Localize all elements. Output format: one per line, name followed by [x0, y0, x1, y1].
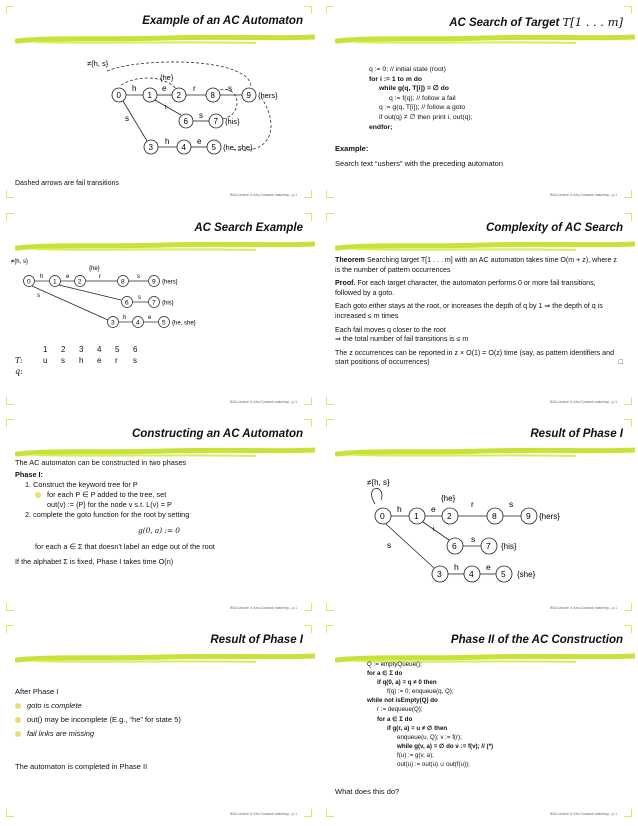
automaton-diagram-small	[11, 254, 241, 334]
slide-title: Result of Phase I	[210, 634, 303, 646]
code-line: endfor;	[369, 123, 393, 131]
phase2-algorithm	[367, 660, 493, 769]
proof-fail: Each fail moves q closer to the root	[335, 325, 446, 334]
svg-text:h: h	[397, 504, 402, 514]
svg-text:s: s	[137, 274, 140, 280]
code-line: q := g(q, T[i]); // follow a goto	[379, 104, 466, 112]
svg-text:8: 8	[492, 511, 497, 521]
completed-note: The automaton is completed in Phase II	[15, 762, 148, 771]
after-phase: After Phase I	[15, 687, 59, 696]
svg-text:h: h	[123, 315, 127, 321]
slide-ac-search	[321, 1, 637, 203]
code-line: f(q) := 0; enqueue(q, Q);	[387, 688, 454, 696]
svg-text:4: 4	[181, 143, 186, 152]
output-hers: {hers}	[258, 91, 278, 100]
slide-footer: BSA Lecture 4: Aho-Corasick matching – p.1	[550, 193, 617, 197]
svg-text:8: 8	[210, 91, 215, 100]
svg-text:e: e	[486, 562, 491, 572]
svg-text:{he}: {he}	[89, 266, 100, 272]
svg-text:e: e	[66, 274, 70, 280]
slide-ac-automaton-example	[1, 1, 317, 203]
proof-goto: Each goto either stays at the root, or increases the depth of q by 1 ⇒ the depth of q is increased ≤ m times	[335, 302, 603, 320]
code-line: if out(q) ≠ ∅ then print i, out(q);	[379, 113, 473, 121]
svg-text:5: 5	[162, 319, 166, 327]
svg-text:7: 7	[486, 541, 491, 551]
slide-result-phase-1-text	[1, 620, 317, 822]
output-she: {she}	[517, 570, 536, 579]
search-trace-table: 1 2 3 4 5 6 T: u s h e r s q:	[15, 345, 138, 376]
alphabet-note: If the alphabet Σ is fixed, Phase I takes time O(n)	[15, 557, 174, 566]
svg-text:1: 1	[414, 511, 419, 521]
code-line: if q(0, a) = q ≠ 0 then	[377, 679, 437, 687]
proof-fail-total: ⇒ the total number of fail transitions is ≤ m	[335, 335, 469, 344]
slide-title: AC Search Example	[194, 222, 303, 234]
code-line: enqueue(u, Q); v := f(r);	[397, 733, 462, 741]
slide-constructing	[1, 414, 317, 616]
slide-footer: BSA Lecture 4: Aho-Corasick matching – p.1	[230, 812, 297, 816]
svg-text:e: e	[148, 315, 152, 321]
svg-text:h: h	[454, 562, 459, 572]
svg-text:h: h	[40, 274, 44, 280]
root-output-label: ≠{h, s}	[87, 59, 109, 68]
proof-report: The z occurrences can be reported in z × O(1) = O(z) time (say, as pattern identifiers and start positions of occurrences)	[335, 348, 615, 367]
code-line: out(u) := out(u) ∪ out(f(u));	[397, 761, 470, 769]
slide-title: Result of Phase I	[530, 428, 623, 440]
svg-text:9: 9	[246, 91, 251, 100]
slide-title: Phase II of the AC Construction	[450, 634, 623, 646]
output-his: {his}	[501, 542, 517, 551]
svg-text:h: h	[165, 137, 170, 146]
slide-footer: BSA Lecture 4: Aho-Corasick matching – p.1	[230, 400, 297, 404]
svg-text:9: 9	[152, 278, 156, 286]
svg-text:4: 4	[136, 319, 140, 327]
code-line: while g(v, a) = ∅ do v := f(v); // (*)	[397, 742, 494, 750]
sub-1b: out(v) := {P} for the node v s.t. L(v) = P	[47, 500, 172, 509]
svg-text:3: 3	[437, 569, 442, 579]
svg-text:0: 0	[380, 511, 385, 521]
svg-text:r: r	[193, 84, 196, 93]
code-line: while not isEmpty(Q) do	[367, 697, 438, 705]
phase-label: Phase I:	[15, 470, 43, 479]
svg-text:3: 3	[111, 319, 115, 327]
svg-text:{hers}: {hers}	[162, 279, 178, 286]
highlighter-stroke	[335, 445, 635, 459]
svg-text:6: 6	[125, 299, 129, 307]
svg-text:s: s	[125, 114, 129, 123]
code-line: for i := 1 to m do	[369, 75, 423, 83]
svg-text:2: 2	[447, 511, 452, 521]
code-line: f(u) := g(v, a);	[397, 751, 434, 759]
output-he: {he}	[160, 73, 174, 82]
proof: Proof. For each target character, the automaton performs 0 or more fail transitions, followed by a goto.	[335, 279, 596, 297]
svg-text:s: s	[199, 111, 203, 120]
svg-text:6: 6	[452, 541, 457, 551]
svg-text:i: i	[165, 104, 167, 111]
svg-text:h: h	[132, 84, 137, 93]
root-formula: g(0, a) := 0	[138, 526, 180, 535]
svg-text:s: s	[471, 534, 476, 544]
example-label: Example:	[335, 144, 369, 153]
step-2: 2. complete the goto function for the root by setting	[25, 510, 190, 519]
bullet-out: out() may be incomplete (E.g., “he” for state 5)	[27, 715, 181, 724]
output-she: {he, she}	[223, 143, 253, 152]
step-1: 1. Construct the keyword tree for P	[25, 480, 138, 489]
phase1-automaton-diagram	[361, 476, 611, 586]
svg-text:{his}: {his}	[162, 300, 174, 307]
svg-text:e: e	[162, 84, 167, 93]
svg-text:9: 9	[526, 511, 531, 521]
slide-footer: BSA Lecture 4: Aho-Corasick matching – p.1	[550, 606, 617, 610]
slide-footer: BSA Lecture 4: Aho-Corasick matching – p.1	[550, 400, 617, 404]
question: What does this do?	[335, 787, 400, 796]
svg-text:2: 2	[176, 91, 181, 100]
highlighter-stroke	[15, 32, 315, 46]
svg-text:e: e	[197, 137, 202, 146]
svg-text:7: 7	[213, 117, 218, 126]
slide-footer: BSA Lecture 4: Aho-Corasick matching – p.1	[550, 812, 617, 816]
svg-text:i: i	[433, 526, 435, 533]
code-line: Q := emptyQueue();	[367, 661, 422, 668]
svg-text:3: 3	[148, 143, 153, 152]
root-output-label: ≠{h, s}	[11, 259, 28, 265]
output-hers: {hers}	[539, 512, 560, 521]
root-output-label: ≠{h, s}	[367, 478, 390, 487]
svg-text:4: 4	[469, 569, 474, 579]
code-line: r := dequeue(Q);	[377, 706, 423, 714]
highlighter-stroke	[335, 32, 635, 46]
svg-text:2: 2	[78, 278, 82, 286]
slide-title: Example of an AC Automaton	[142, 15, 303, 27]
code-line: for a ∈ Σ do	[367, 670, 403, 678]
slide-title: AC Search of Target T[1 . . . m]	[449, 15, 623, 29]
svg-text:r: r	[99, 274, 101, 280]
svg-text:s: s	[228, 84, 232, 93]
svg-text:1: 1	[147, 91, 152, 100]
search-algorithm	[369, 65, 473, 132]
highlighter-stroke	[15, 651, 315, 665]
svg-text:s: s	[387, 540, 392, 550]
svg-text:6: 6	[183, 117, 188, 126]
qed-symbol: □	[618, 357, 623, 366]
output-his: {his}	[225, 117, 240, 126]
svg-text:7: 7	[152, 299, 156, 307]
theorem: Theorem Searching target T[1 . . . m] with an AC automaton takes time O(m + z), where z is the number of pattern occurrences	[335, 256, 617, 274]
slide-title: Constructing an AC Automaton	[132, 428, 303, 440]
svg-text:5: 5	[211, 143, 216, 152]
slide-phase-2	[321, 620, 637, 822]
slide-result-phase-1-diagram	[321, 414, 637, 616]
code-line: if g(r, a) = u ≠ ∅ then	[387, 724, 448, 732]
slide-footer: BSA Lecture 4: Aho-Corasick matching – p.1	[230, 606, 297, 610]
code-line: while g(q, T[i]) = ∅ do	[379, 85, 449, 93]
svg-text:8: 8	[121, 278, 125, 286]
code-line: q := f(q); // follow a fail	[389, 94, 456, 102]
fail-note: Dashed arrows are fail transitions	[15, 180, 119, 187]
bullet-fail: fail links are missing	[27, 729, 95, 738]
slide-title: Complexity of AC Search	[486, 222, 623, 234]
automaton-diagram	[71, 57, 301, 162]
svg-text:0: 0	[116, 91, 121, 100]
code-line: for a ∈ Σ do	[377, 715, 413, 723]
code-line: q := 0; // initial state (root)	[369, 66, 446, 73]
example-text: Search text “ushers” with the preceding automaton	[335, 159, 504, 168]
svg-text:r: r	[471, 499, 474, 509]
slide-footer: BSA Lecture 4: Aho-Corasick matching – p.1	[230, 193, 297, 197]
svg-text:s: s	[37, 293, 40, 299]
bullet-goto: goto is complete	[27, 701, 82, 710]
svg-text:e: e	[431, 504, 436, 514]
svg-text:5: 5	[501, 569, 506, 579]
highlighter-stroke	[15, 239, 315, 253]
svg-text:s: s	[138, 295, 141, 301]
highlighter-stroke	[335, 239, 635, 253]
slide-ac-search-example	[1, 208, 317, 410]
output-he: {he}	[441, 494, 456, 503]
sub-1a: for each P ∈ P added to the tree, set	[47, 490, 167, 499]
intro: The AC automaton can be constructed in two phases	[15, 458, 187, 467]
svg-text:1: 1	[53, 278, 57, 286]
svg-text:s: s	[509, 499, 514, 509]
highlighter-stroke	[15, 445, 315, 459]
svg-text:0: 0	[27, 278, 31, 286]
slide-complexity	[321, 208, 637, 410]
svg-text:{he, she}: {he, she}	[172, 320, 196, 327]
foreach-clause: for each a ∈ Σ that doesn't label an edge out of the root	[35, 542, 215, 551]
